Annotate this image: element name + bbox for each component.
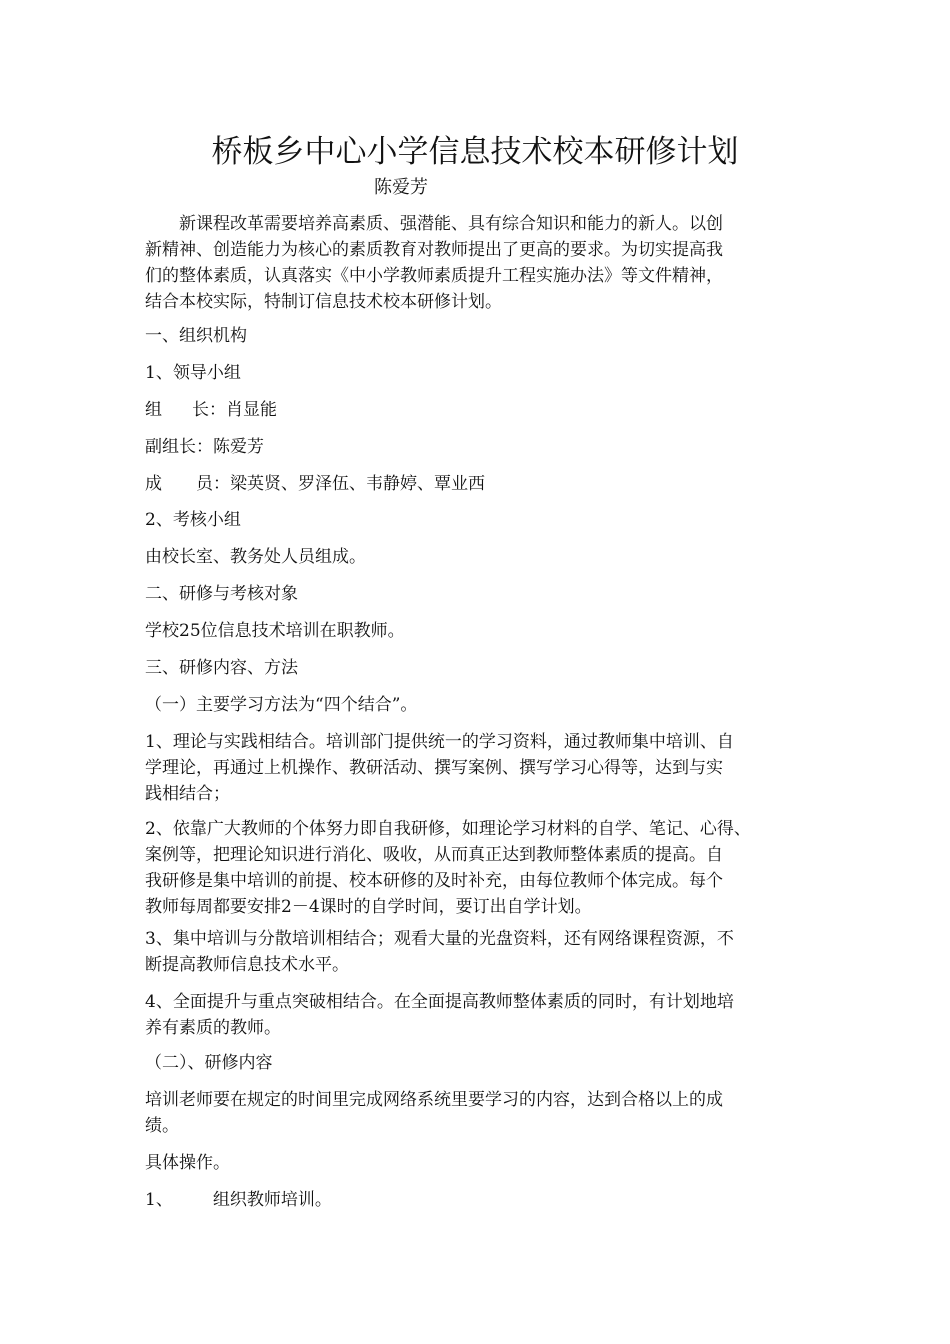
method-item-2-line-3: 我研修是集中培训的前提、校本研修的及时补充，由每位教师个体完成。每个 bbox=[145, 871, 723, 891]
leader-line: 组 长：肖显能 bbox=[145, 400, 277, 420]
author-name: 陈爱芳 bbox=[374, 177, 428, 198]
members-line: 成 员：梁英贤、罗泽伍、韦静婷、覃业西 bbox=[145, 474, 485, 494]
method-item-1-line-3: 践相结合； bbox=[145, 784, 230, 804]
method-item-4-line-1: 4、全面提升与重点突破相结合。在全面提高教师整体素质的同时，有计划地培 bbox=[145, 992, 734, 1012]
method-item-1-line-2: 学理论，再通过上机操作、教研活动、撰写案例、撰写学习心得等，达到与实 bbox=[145, 758, 723, 778]
section-heading-content-methods: 三、研修内容、方法 bbox=[145, 658, 298, 678]
subheading-assessment-group: 2、考核小组 bbox=[145, 510, 241, 530]
subheading-training-content: （二）、研修内容 bbox=[145, 1053, 273, 1073]
intro-line-4: 结合本校实际，特制订信息技术校本研修计划。 bbox=[145, 292, 502, 312]
method-item-3-line-2: 断提高教师信息技术水平。 bbox=[145, 955, 349, 975]
operation-item-1-text: 组织教师培训。 bbox=[212, 1190, 332, 1210]
intro-paragraph bbox=[145, 211, 825, 315]
deputy-leader-line: 副组长：陈爱芳 bbox=[145, 437, 264, 457]
section-heading-org: 一、组织机构 bbox=[145, 326, 247, 346]
method-item-4-line-2: 养有素质的教师。 bbox=[145, 1018, 281, 1038]
assessment-group-text: 由校长室、教务处人员组成。 bbox=[145, 547, 366, 567]
training-content-line-1: 培训老师要在规定的时间里完成网络系统里要学习的内容，达到合格以上的成 bbox=[145, 1090, 723, 1110]
method-item-1-line-1: 1、理论与实践相结合。培训部门提供统一的学习资料，通过教师集中培训、自 bbox=[145, 732, 734, 752]
subheading-learning-methods: （一）主要学习方法为“四个结合”。 bbox=[145, 695, 418, 715]
method-item-3 bbox=[145, 926, 825, 978]
method-item-2-line-4: 教师每周都要安排2－4课时的自学时间，要订出自学计划。 bbox=[145, 897, 592, 917]
section-heading-targets: 二、研修与考核对象 bbox=[145, 584, 298, 604]
document-title: 桥板乡中心小学信息技术校本研修计划 bbox=[211, 134, 739, 170]
method-item-2-line-1: 2、依靠广大教师的个体努力即自我研修，如理论学习材料的自学、笔记、心得、 bbox=[145, 819, 751, 839]
method-item-2-line-2: 案例等，把理论知识进行消化、吸收，从而真正达到教师整体素质的提高。自 bbox=[145, 845, 723, 865]
method-item-1 bbox=[145, 729, 825, 807]
subheading-leadership-group: 1、领导小组 bbox=[145, 363, 241, 383]
method-item-3-line-1: 3、集中培训与分散培训相结合；观看大量的光盘资料，还有网络课程资源，不 bbox=[145, 929, 734, 949]
intro-line-1: 新课程改革需要培养高素质、强潜能、具有综合知识和能力的新人。以创 bbox=[179, 214, 723, 234]
operations-heading: 具体操作。 bbox=[145, 1153, 230, 1173]
method-item-2 bbox=[145, 816, 825, 920]
method-item-4 bbox=[145, 989, 825, 1041]
intro-line-3: 们的整体素质，认真落实《中小学教师素质提升工程实施办法》等文件精神， bbox=[145, 266, 723, 286]
operation-item-1 bbox=[145, 1187, 825, 1213]
intro-line-2: 新精神、创造能力为核心的素质教育对教师提出了更高的要求。为切实提高我 bbox=[145, 240, 723, 260]
targets-text: 学校25位信息技术培训在职教师。 bbox=[145, 621, 405, 641]
operation-item-1-number: 1、 bbox=[145, 1190, 173, 1210]
training-content-text bbox=[145, 1087, 825, 1139]
training-content-line-2: 绩。 bbox=[145, 1116, 179, 1136]
